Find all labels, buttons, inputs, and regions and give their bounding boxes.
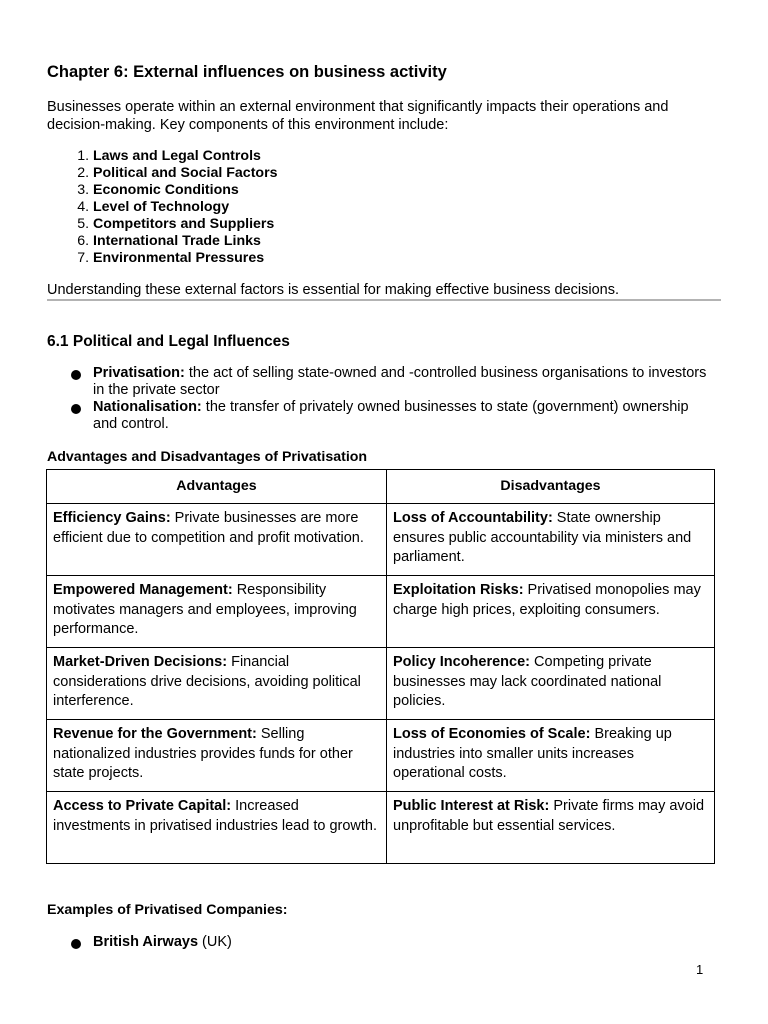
cell-text: Selling nationalized industries provides funds for other state projects. bbox=[53, 726, 353, 781]
table-row bbox=[47, 576, 715, 648]
cell-term: Loss of Accountability: bbox=[393, 510, 553, 526]
column-header-disadvantages: Disadvantages bbox=[387, 470, 715, 504]
table-row bbox=[47, 720, 715, 792]
advantage-cell bbox=[47, 720, 387, 792]
factors-list bbox=[47, 148, 278, 267]
example-name: British Airways bbox=[93, 934, 199, 950]
list-item: 4. Level of Technology bbox=[93, 199, 278, 216]
disadvantage-cell bbox=[387, 648, 715, 720]
examples-title: Examples of Privatised Companies: bbox=[47, 902, 288, 918]
definition-item bbox=[47, 365, 707, 399]
example-note: (UK) bbox=[198, 934, 232, 950]
advantage-cell bbox=[47, 792, 387, 864]
cell-text: Privatised monopolies may charge high prices, exploiting consumers. bbox=[393, 582, 701, 618]
advantage-cell bbox=[47, 648, 387, 720]
privatisation-table bbox=[46, 469, 715, 864]
cell-term: Access to Private Capital: bbox=[53, 798, 232, 814]
cell-text: Responsibility motivates managers and employees, improving performance. bbox=[53, 582, 357, 637]
definition-term: Nationalisation: bbox=[93, 399, 202, 415]
horizontal-divider bbox=[47, 299, 721, 301]
bullet-icon bbox=[71, 404, 81, 414]
cell-term: Empowered Management: bbox=[53, 582, 233, 598]
list-item: 3. Economic Conditions bbox=[93, 182, 278, 199]
cell-text: Breaking up industries into smaller units increases operational costs. bbox=[393, 726, 672, 781]
list-item: 1. Laws and Legal Controls bbox=[93, 148, 278, 165]
table-title: Advantages and Disadvantages of Privatisation bbox=[47, 449, 368, 465]
table-header-row bbox=[47, 470, 715, 504]
list-item: 7. Environmental Pressures bbox=[93, 250, 278, 267]
cell-term: Exploitation Risks: bbox=[393, 582, 524, 598]
section-title: 6.1 Political and Legal Influences bbox=[47, 333, 290, 350]
cell-text: Private businesses are more efficient due to competition and profit motivation. bbox=[53, 510, 364, 546]
disadvantage-cell bbox=[387, 504, 715, 576]
summary-paragraph: Understanding these external factors is essential for making effective business decisions. bbox=[47, 282, 619, 298]
disadvantage-cell bbox=[387, 576, 715, 648]
list-item: 5. Competitors and Suppliers bbox=[93, 216, 278, 233]
page-number: 1 bbox=[696, 962, 704, 977]
cell-text: Increased investments in privatised industries lead to growth. bbox=[53, 798, 377, 834]
list-item: 2. Political and Social Factors bbox=[93, 165, 278, 182]
disadvantage-cell bbox=[387, 720, 715, 792]
list-item: 6. International Trade Links bbox=[93, 233, 278, 250]
cell-text: Competing private businesses may lack coordinated national policies. bbox=[393, 654, 662, 709]
definition-text: the transfer of privately owned businesses to state (government) ownership and control. bbox=[93, 399, 689, 432]
column-header-advantages: Advantages bbox=[47, 470, 387, 504]
cell-text: Private firms may avoid unprofitable but essential services. bbox=[393, 798, 705, 834]
advantage-cell bbox=[47, 576, 387, 648]
table-row bbox=[47, 792, 715, 864]
list-item bbox=[47, 934, 232, 951]
cell-term: Loss of Economies of Scale: bbox=[393, 726, 591, 742]
definition-item bbox=[47, 399, 707, 433]
advantage-cell bbox=[47, 504, 387, 576]
bullet-icon bbox=[71, 370, 81, 380]
definitions-list bbox=[47, 365, 707, 433]
examples-list bbox=[47, 934, 232, 951]
cell-term: Public Interest at Risk: bbox=[393, 798, 550, 814]
cell-term: Market-Driven Decisions: bbox=[53, 654, 228, 670]
definition-term: Privatisation: bbox=[93, 365, 185, 381]
table-row bbox=[47, 504, 715, 576]
intro-paragraph: Businesses operate within an external environment that significantly impacts their operations and decision-making. Key components of this environment include: bbox=[47, 99, 669, 133]
cell-text: Financial considerations drive decisions, avoiding political interference. bbox=[53, 654, 361, 709]
cell-text: State ownership ensures public accountability via ministers and parliament. bbox=[393, 510, 692, 565]
chapter-title: Chapter 6: External influences on business activity bbox=[47, 63, 447, 81]
definition-text: the act of selling state-owned and -controlled business organisations to investors in the private sector bbox=[93, 365, 707, 398]
cell-term: Revenue for the Government: bbox=[53, 726, 257, 742]
disadvantage-cell bbox=[387, 792, 715, 864]
bullet-icon bbox=[71, 939, 81, 949]
cell-term: Efficiency Gains: bbox=[53, 510, 171, 526]
table-row bbox=[47, 648, 715, 720]
cell-term: Policy Incoherence: bbox=[393, 654, 530, 670]
